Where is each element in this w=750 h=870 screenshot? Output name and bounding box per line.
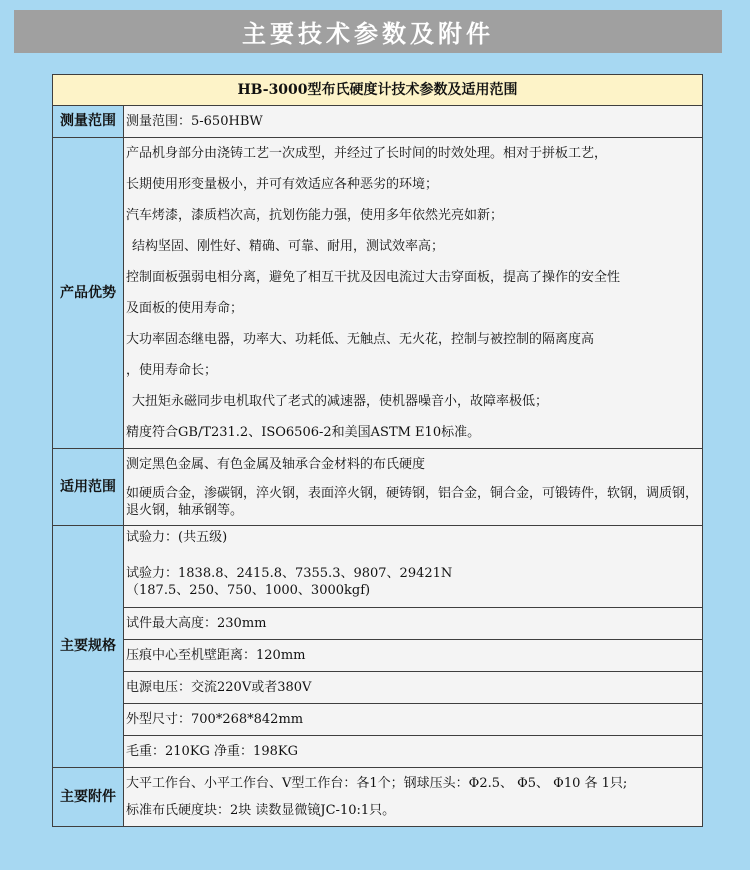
category-measure-range: 测量范围 — [53, 106, 124, 138]
advantage-line: 控制面板强弱电相分离，避免了相互干扰及因电流过大击穿面板，提高了操作的安全性 — [126, 270, 621, 285]
table-header: HB-3000型布氏硬度计技术参数及适用范围 — [53, 75, 703, 106]
category-main-specs: 主要规格 — [53, 526, 124, 768]
test-force-cell — [124, 526, 703, 608]
force-kgf: （187.5、250、750、1000、3000kgf) — [126, 583, 371, 598]
advantage-line: 及面板的使用寿命； — [126, 301, 244, 316]
accessory-line: 大平工作台、小平工作台、V型工作台：各1个；钢球压头：Φ2.5、 Φ5、 Φ10 各 1只; — [126, 776, 628, 791]
scope-materials: 如硬质合金，渗碳钢，淬火钢，表面淬火钢，硬铸钢，铝合金，铜合金，可锻铸件，软钢，调质钢，退火钢，轴承钢等。 — [126, 486, 699, 518]
advantage-line: 汽车烤漆，漆质档次高，抗划伤能力强，使用多年依然光亮如新； — [126, 208, 504, 223]
spacer — [126, 546, 700, 565]
advantage-line: 大扭矩永磁同步电机取代了老式的减速器，使机器噪音小，故障率极低； — [132, 394, 549, 409]
spec-table — [52, 74, 703, 827]
advantages-cell — [124, 138, 703, 449]
advantage-line: 产品机身部分由浇铸工艺一次成型，并经过了长时间的时效处理。相对于拼板工艺， — [126, 146, 608, 161]
accessory-line: 标准布氏硬度块：2块 读数显微镜JC-10:1只。 — [126, 803, 396, 818]
measure-range-value: 测量范围：5-650HBW — [124, 106, 703, 138]
spec-throat-depth: 压痕中心至机壁距离：120mm — [124, 640, 703, 672]
category-accessories: 主要附件 — [53, 768, 124, 827]
spec-weight: 毛重：210KG 净重：198KG — [124, 736, 703, 768]
category-advantages: 产品优势 — [53, 138, 124, 449]
force-title: 试验力：(共五级) — [126, 530, 228, 545]
scope-line: 测定黑色金属、有色金属及轴承合金材料的布氏硬度 — [126, 457, 426, 472]
spec-dimensions: 外型尺寸：700*268*842mm — [124, 704, 703, 736]
force-values: 试验力：1838.8、2415.8、7355.3、9807、29421N — [126, 566, 453, 581]
advantage-line: 大功率固态继电器，功率大、功耗低、无触点、无火花，控制与被控制的隔离度高 — [126, 332, 595, 347]
accessories-cell — [124, 768, 703, 827]
spec-max-height: 试件最大高度：230mm — [124, 608, 703, 640]
advantage-line: 结构坚固、刚性好、精确、可靠、耐用，测试效率高； — [132, 239, 445, 254]
section-banner — [14, 10, 722, 53]
advantage-line: 长期使用形变量极小，并可有效适应各种恶劣的环境； — [126, 177, 439, 192]
spec-power: 电源电压：交流220V或者380V — [124, 672, 703, 704]
banner-title: 主要技术参数及附件 — [242, 20, 494, 48]
advantage-line: ，使用寿命长； — [126, 363, 218, 378]
category-application-scope: 适用范围 — [53, 449, 124, 526]
advantage-line: 精度符合GB/T231.2、ISO6506-2和美国ASTM E10标准。 — [126, 425, 481, 440]
application-scope-cell — [124, 449, 703, 526]
